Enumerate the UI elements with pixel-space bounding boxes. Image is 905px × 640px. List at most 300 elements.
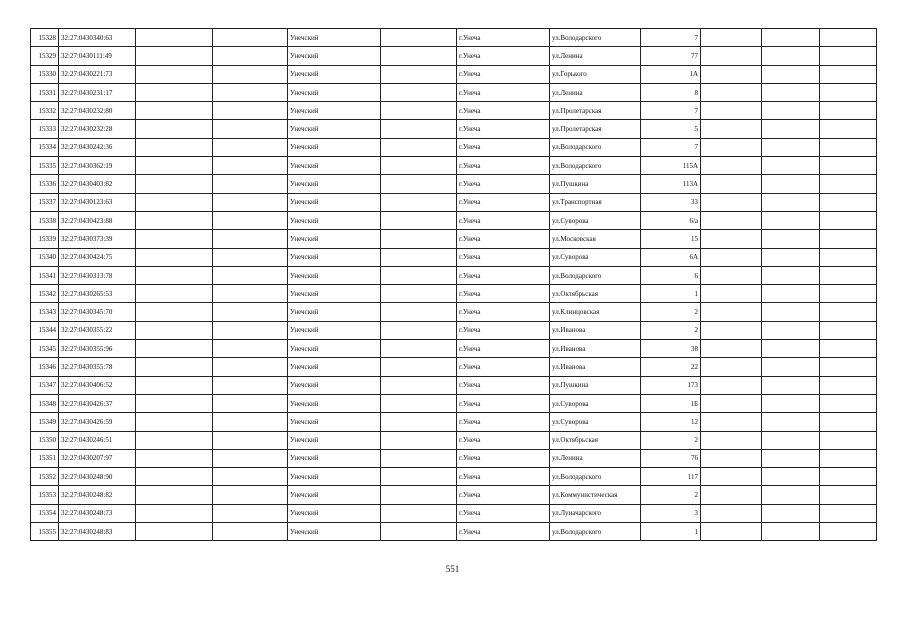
table-row: [31, 394, 877, 412]
street-cell: ул.Клинцовская: [550, 303, 641, 321]
table-row: [31, 523, 877, 541]
empty-cell: [381, 285, 457, 303]
city-cell: г.Унеча: [457, 394, 550, 412]
record-number-cell: 15345: [31, 340, 59, 358]
empty-cell: [381, 523, 457, 541]
empty-cell: [136, 413, 213, 431]
street-cell: ул.Пролетарская: [550, 102, 641, 120]
district-cell: Унечский: [288, 468, 381, 486]
empty-cell: [136, 486, 213, 504]
record-number-cell: 15348: [31, 394, 59, 412]
empty-cell: [213, 157, 288, 175]
district-cell: Унечский: [288, 303, 381, 321]
cadastral-number-cell: 32:27:0430207:97: [59, 449, 136, 467]
empty-cell: [136, 449, 213, 467]
empty-cell: [820, 230, 877, 248]
house-number-cell: 113А: [641, 175, 701, 193]
district-cell: Унечский: [288, 29, 381, 47]
cadastral-number-cell: 32:27:0430423:88: [59, 211, 136, 229]
empty-cell: [213, 248, 288, 266]
empty-cell: [762, 413, 820, 431]
empty-cell: [762, 120, 820, 138]
cadastral-number-cell: 32:27:0430355:22: [59, 321, 136, 339]
empty-cell: [762, 523, 820, 541]
empty-cell: [213, 211, 288, 229]
street-cell: ул.Суворова: [550, 248, 641, 266]
district-cell: Унечский: [288, 413, 381, 431]
cadastral-number-cell: 32:27:0430345:70: [59, 303, 136, 321]
record-number-cell: 15347: [31, 376, 59, 394]
empty-cell: [701, 340, 762, 358]
city-cell: г.Унеча: [457, 102, 550, 120]
street-cell: ул.Володарского: [550, 29, 641, 47]
street-cell: ул.Коммунистическая: [550, 486, 641, 504]
district-cell: Унечский: [288, 230, 381, 248]
empty-cell: [213, 431, 288, 449]
empty-cell: [820, 376, 877, 394]
record-number-cell: 15336: [31, 175, 59, 193]
empty-cell: [762, 248, 820, 266]
record-number-cell: 15334: [31, 138, 59, 156]
house-number-cell: 173: [641, 376, 701, 394]
table-row: [31, 138, 877, 156]
empty-cell: [381, 376, 457, 394]
table-row: [31, 321, 877, 339]
empty-cell: [213, 29, 288, 47]
house-number-cell: 2: [641, 431, 701, 449]
empty-cell: [213, 449, 288, 467]
empty-cell: [762, 394, 820, 412]
district-cell: Унечский: [288, 285, 381, 303]
empty-cell: [762, 486, 820, 504]
empty-cell: [136, 285, 213, 303]
table-row: [31, 358, 877, 376]
empty-cell: [381, 486, 457, 504]
empty-cell: [136, 321, 213, 339]
cadastral-number-cell: 32:27:0430313:78: [59, 266, 136, 284]
house-number-cell: 1: [641, 285, 701, 303]
empty-cell: [762, 193, 820, 211]
empty-cell: [820, 266, 877, 284]
empty-cell: [820, 340, 877, 358]
empty-cell: [701, 486, 762, 504]
empty-cell: [762, 47, 820, 65]
district-cell: Унечский: [288, 431, 381, 449]
city-cell: г.Унеча: [457, 29, 550, 47]
house-number-cell: 7: [641, 29, 701, 47]
cadastral-number-cell: 32:27:0430355:96: [59, 340, 136, 358]
empty-cell: [213, 413, 288, 431]
empty-cell: [136, 65, 213, 83]
street-cell: ул.Суворова: [550, 211, 641, 229]
empty-cell: [762, 449, 820, 467]
city-cell: г.Унеча: [457, 248, 550, 266]
record-number-cell: 15329: [31, 47, 59, 65]
empty-cell: [381, 394, 457, 412]
empty-cell: [701, 413, 762, 431]
street-cell: ул.Московская: [550, 230, 641, 248]
city-cell: г.Унеча: [457, 449, 550, 467]
empty-cell: [381, 248, 457, 266]
empty-cell: [762, 468, 820, 486]
empty-cell: [213, 65, 288, 83]
empty-cell: [701, 29, 762, 47]
empty-cell: [820, 102, 877, 120]
empty-cell: [762, 266, 820, 284]
house-number-cell: 38: [641, 340, 701, 358]
empty-cell: [213, 303, 288, 321]
empty-cell: [820, 394, 877, 412]
empty-cell: [213, 523, 288, 541]
cadastral-number-cell: 32:27:0430248:90: [59, 468, 136, 486]
street-cell: ул.Луначарского: [550, 504, 641, 522]
empty-cell: [381, 504, 457, 522]
empty-cell: [701, 175, 762, 193]
district-cell: Унечский: [288, 358, 381, 376]
empty-cell: [213, 394, 288, 412]
empty-cell: [820, 211, 877, 229]
district-cell: Унечский: [288, 175, 381, 193]
record-number-cell: 15339: [31, 230, 59, 248]
city-cell: г.Унеча: [457, 175, 550, 193]
empty-cell: [701, 358, 762, 376]
empty-cell: [136, 230, 213, 248]
street-cell: ул.Ленина: [550, 83, 641, 101]
table-row: [31, 193, 877, 211]
city-cell: г.Унеча: [457, 340, 550, 358]
district-cell: Унечский: [288, 340, 381, 358]
district-cell: Унечский: [288, 504, 381, 522]
city-cell: г.Унеча: [457, 65, 550, 83]
house-number-cell: 8: [641, 83, 701, 101]
empty-cell: [820, 431, 877, 449]
cadastral-number-cell: 32:27:0430123:63: [59, 193, 136, 211]
record-number-cell: 15352: [31, 468, 59, 486]
empty-cell: [701, 449, 762, 467]
table-row: [31, 449, 877, 467]
empty-cell: [213, 340, 288, 358]
house-number-cell: 15: [641, 230, 701, 248]
district-cell: Унечский: [288, 83, 381, 101]
cadastral-number-cell: 32:27:0430248:73: [59, 504, 136, 522]
table-row: [31, 211, 877, 229]
empty-cell: [136, 523, 213, 541]
district-cell: Унечский: [288, 193, 381, 211]
record-number-cell: 15330: [31, 65, 59, 83]
street-cell: ул.Володарского: [550, 523, 641, 541]
table-row: [31, 47, 877, 65]
empty-cell: [701, 523, 762, 541]
empty-cell: [701, 321, 762, 339]
district-cell: Унечский: [288, 120, 381, 138]
empty-cell: [820, 29, 877, 47]
empty-cell: [762, 285, 820, 303]
empty-cell: [213, 193, 288, 211]
house-number-cell: 77: [641, 47, 701, 65]
street-cell: ул.Володарского: [550, 266, 641, 284]
house-number-cell: 6/а: [641, 211, 701, 229]
empty-cell: [136, 83, 213, 101]
registry-table: [30, 28, 877, 541]
empty-cell: [820, 175, 877, 193]
city-cell: г.Унеча: [457, 358, 550, 376]
empty-cell: [762, 321, 820, 339]
city-cell: г.Унеча: [457, 321, 550, 339]
empty-cell: [820, 65, 877, 83]
empty-cell: [701, 504, 762, 522]
house-number-cell: 2: [641, 321, 701, 339]
street-cell: ул.Пушкина: [550, 376, 641, 394]
empty-cell: [136, 340, 213, 358]
empty-cell: [381, 266, 457, 284]
city-cell: г.Унеча: [457, 303, 550, 321]
empty-cell: [381, 102, 457, 120]
empty-cell: [701, 376, 762, 394]
empty-cell: [381, 83, 457, 101]
house-number-cell: 115А: [641, 157, 701, 175]
table-row: [31, 157, 877, 175]
empty-cell: [381, 230, 457, 248]
house-number-cell: 76: [641, 449, 701, 467]
empty-cell: [213, 358, 288, 376]
record-number-cell: 15340: [31, 248, 59, 266]
empty-cell: [762, 157, 820, 175]
street-cell: ул.Володарского: [550, 138, 641, 156]
cadastral-number-cell: 32:27:0430248:83: [59, 523, 136, 541]
house-number-cell: 12: [641, 413, 701, 431]
cadastral-number-cell: 32:27:0430406:52: [59, 376, 136, 394]
record-number-cell: 15341: [31, 266, 59, 284]
table-row: [31, 65, 877, 83]
registry-table-body: [31, 29, 877, 541]
empty-cell: [381, 193, 457, 211]
district-cell: Унечский: [288, 65, 381, 83]
empty-cell: [213, 138, 288, 156]
empty-cell: [820, 523, 877, 541]
street-cell: ул.Горького: [550, 65, 641, 83]
record-number-cell: 15333: [31, 120, 59, 138]
street-cell: ул.Иванова: [550, 340, 641, 358]
table-row: [31, 376, 877, 394]
empty-cell: [136, 376, 213, 394]
street-cell: ул.Ленина: [550, 449, 641, 467]
record-number-cell: 15338: [31, 211, 59, 229]
district-cell: Унечский: [288, 321, 381, 339]
house-number-cell: 5: [641, 120, 701, 138]
empty-cell: [136, 29, 213, 47]
empty-cell: [701, 120, 762, 138]
street-cell: ул.Суворова: [550, 413, 641, 431]
empty-cell: [381, 120, 457, 138]
table-row: [31, 102, 877, 120]
empty-cell: [762, 303, 820, 321]
city-cell: г.Унеча: [457, 413, 550, 431]
table-row: [31, 266, 877, 284]
empty-cell: [820, 321, 877, 339]
record-number-cell: 15353: [31, 486, 59, 504]
house-number-cell: 6А: [641, 248, 701, 266]
empty-cell: [213, 175, 288, 193]
empty-cell: [136, 394, 213, 412]
cadastral-number-cell: 32:27:0430340:63: [59, 29, 136, 47]
street-cell: ул.Иванова: [550, 321, 641, 339]
empty-cell: [762, 29, 820, 47]
street-cell: ул.Суворова: [550, 394, 641, 412]
house-number-cell: 1А: [641, 65, 701, 83]
empty-cell: [820, 449, 877, 467]
cadastral-number-cell: 32:27:0430232:80: [59, 102, 136, 120]
record-number-cell: 15328: [31, 29, 59, 47]
empty-cell: [701, 230, 762, 248]
empty-cell: [136, 138, 213, 156]
cadastral-number-cell: 32:27:0430355:78: [59, 358, 136, 376]
cadastral-number-cell: 32:27:0430232:28: [59, 120, 136, 138]
empty-cell: [381, 358, 457, 376]
table-row: [31, 486, 877, 504]
empty-cell: [762, 230, 820, 248]
empty-cell: [820, 47, 877, 65]
empty-cell: [381, 431, 457, 449]
record-number-cell: 15331: [31, 83, 59, 101]
page-number: 551: [445, 564, 460, 574]
empty-cell: [213, 285, 288, 303]
empty-cell: [136, 248, 213, 266]
empty-cell: [381, 303, 457, 321]
district-cell: Унечский: [288, 523, 381, 541]
table-row: [31, 468, 877, 486]
empty-cell: [136, 266, 213, 284]
empty-cell: [381, 138, 457, 156]
street-cell: ул.Ленина: [550, 47, 641, 65]
empty-cell: [136, 211, 213, 229]
district-cell: Унечский: [288, 486, 381, 504]
empty-cell: [136, 504, 213, 522]
city-cell: г.Унеча: [457, 266, 550, 284]
city-cell: г.Унеча: [457, 230, 550, 248]
cadastral-number-cell: 32:27:0430246:51: [59, 431, 136, 449]
district-cell: Унечский: [288, 394, 381, 412]
city-cell: г.Унеча: [457, 431, 550, 449]
house-number-cell: 7: [641, 102, 701, 120]
empty-cell: [213, 230, 288, 248]
empty-cell: [762, 340, 820, 358]
house-number-cell: 6: [641, 266, 701, 284]
empty-cell: [213, 468, 288, 486]
cadastral-number-cell: 32:27:0430248:82: [59, 486, 136, 504]
empty-cell: [381, 47, 457, 65]
district-cell: Унечский: [288, 157, 381, 175]
cadastral-number-cell: 32:27:0430373:39: [59, 230, 136, 248]
empty-cell: [136, 358, 213, 376]
empty-cell: [820, 83, 877, 101]
empty-cell: [762, 102, 820, 120]
record-number-cell: 15350: [31, 431, 59, 449]
city-cell: г.Унеча: [457, 138, 550, 156]
city-cell: г.Унеча: [457, 193, 550, 211]
house-number-cell: 33: [641, 193, 701, 211]
house-number-cell: 117: [641, 468, 701, 486]
street-cell: ул.Транспортная: [550, 193, 641, 211]
record-number-cell: 15349: [31, 413, 59, 431]
empty-cell: [381, 29, 457, 47]
empty-cell: [381, 175, 457, 193]
empty-cell: [213, 120, 288, 138]
street-cell: ул.Пролетарская: [550, 120, 641, 138]
empty-cell: [381, 65, 457, 83]
city-cell: г.Унеча: [457, 120, 550, 138]
table-row: [31, 120, 877, 138]
empty-cell: [701, 47, 762, 65]
empty-cell: [701, 157, 762, 175]
record-number-cell: 15342: [31, 285, 59, 303]
empty-cell: [701, 285, 762, 303]
empty-cell: [136, 468, 213, 486]
district-cell: Унечский: [288, 47, 381, 65]
empty-cell: [701, 83, 762, 101]
table-row: [31, 230, 877, 248]
district-cell: Унечский: [288, 376, 381, 394]
empty-cell: [213, 266, 288, 284]
empty-cell: [762, 211, 820, 229]
record-number-cell: 15337: [31, 193, 59, 211]
record-number-cell: 15335: [31, 157, 59, 175]
empty-cell: [136, 102, 213, 120]
empty-cell: [820, 138, 877, 156]
empty-cell: [136, 175, 213, 193]
empty-cell: [136, 431, 213, 449]
empty-cell: [701, 266, 762, 284]
empty-cell: [701, 248, 762, 266]
table-row: [31, 340, 877, 358]
empty-cell: [213, 47, 288, 65]
street-cell: ул.Володарского: [550, 157, 641, 175]
empty-cell: [381, 321, 457, 339]
city-cell: г.Унеча: [457, 468, 550, 486]
empty-cell: [136, 120, 213, 138]
empty-cell: [820, 303, 877, 321]
empty-cell: [701, 65, 762, 83]
street-cell: ул.Октябрьская: [550, 431, 641, 449]
empty-cell: [381, 340, 457, 358]
empty-cell: [762, 504, 820, 522]
house-number-cell: 2: [641, 303, 701, 321]
house-number-cell: 22: [641, 358, 701, 376]
empty-cell: [701, 303, 762, 321]
table-row: [31, 413, 877, 431]
street-cell: ул.Иванова: [550, 358, 641, 376]
empty-cell: [762, 138, 820, 156]
cadastral-number-cell: 32:27:0430242:36: [59, 138, 136, 156]
city-cell: г.Унеча: [457, 376, 550, 394]
street-cell: ул.Володарского: [550, 468, 641, 486]
cadastral-number-cell: 32:27:0430231:17: [59, 83, 136, 101]
empty-cell: [381, 449, 457, 467]
empty-cell: [820, 486, 877, 504]
empty-cell: [820, 358, 877, 376]
record-number-cell: 15354: [31, 504, 59, 522]
cadastral-number-cell: 32:27:0430111:49: [59, 47, 136, 65]
district-cell: Унечский: [288, 449, 381, 467]
empty-cell: [213, 83, 288, 101]
empty-cell: [820, 413, 877, 431]
table-row: [31, 175, 877, 193]
empty-cell: [213, 321, 288, 339]
empty-cell: [762, 376, 820, 394]
district-cell: Унечский: [288, 102, 381, 120]
table-row: [31, 431, 877, 449]
record-number-cell: 15343: [31, 303, 59, 321]
district-cell: Унечский: [288, 248, 381, 266]
